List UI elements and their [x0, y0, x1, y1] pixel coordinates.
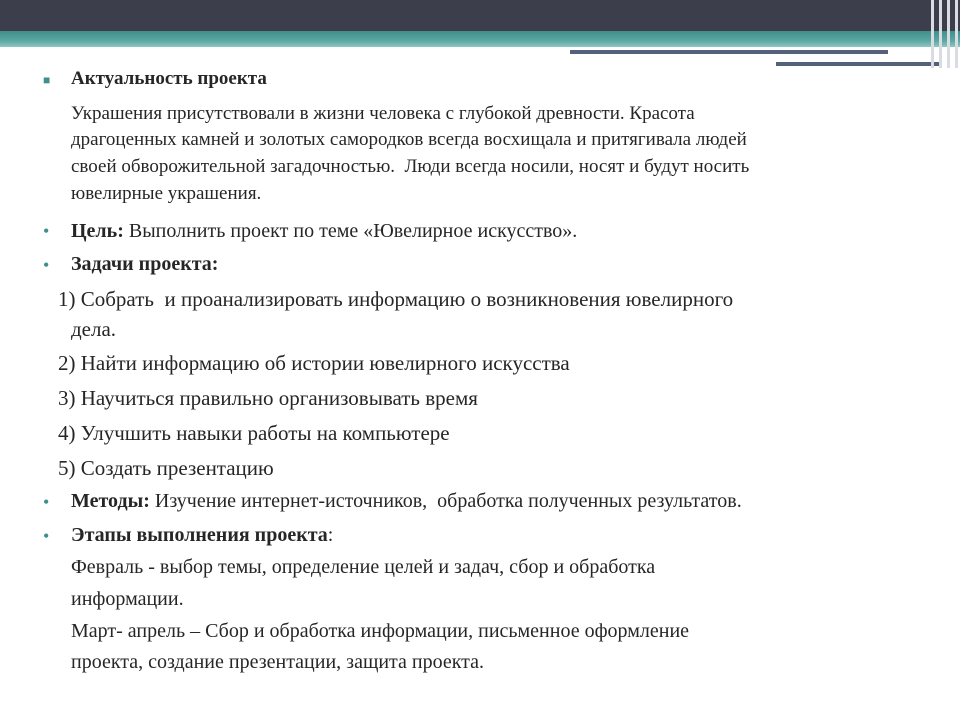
goal-text: Выполнить проект по теме «Ювелирное искусство».: [123, 220, 578, 242]
task-item: 5) Создать презентацию: [58, 456, 274, 480]
task-item: 4) Улучшить навыки работы на компьютере: [58, 421, 450, 445]
methods-text: Изучение интернет-источников, обработка полученных результатов.: [149, 490, 742, 512]
relevance-title: Актуальность проекта: [71, 68, 267, 89]
relevance-line: Украшения присутствовали в жизни человека с глубокой древности. Красота: [71, 103, 695, 124]
stage-line: проекта, создание презентации, защита проекта.: [71, 651, 485, 673]
stage-line: Март- апрель – Сбор и обработка информации, письменное оформление: [71, 620, 690, 642]
bullet-icon: •: [43, 526, 50, 546]
stages-label: Этапы выполнения проекта: [71, 524, 328, 546]
methods-label: Методы:: [71, 490, 150, 512]
goal-item: [71, 217, 577, 245]
stage-line: Февраль - выбор темы, определение целей и задач, сбор и обработка: [71, 556, 656, 578]
bullet-icon: •: [43, 492, 50, 512]
stage-line: информации.: [71, 588, 184, 610]
goal-label: Цель:: [71, 220, 124, 242]
methods-item: [71, 487, 742, 515]
task-item: дела.: [71, 317, 117, 341]
relevance-line: своей обворожительной загадочностью. Люди всегда носили, носят и будут носить: [71, 156, 750, 177]
task-item: 1) Собрать и проанализировать информацию о возникновения ювелирного: [58, 287, 734, 311]
tasks-title: Задачи проекта:: [71, 253, 219, 275]
relevance-line: ювелирные украшения.: [71, 183, 262, 204]
task-item: 2) Найти информацию об истории ювелирного искусства: [58, 351, 570, 375]
relevance-line: драгоценных камней и золотых самородков всегда восхищала и притягивала людей: [71, 129, 747, 150]
bullet-icon: •: [43, 255, 50, 275]
stages-suffix: :: [327, 524, 334, 546]
bullet-icon: •: [43, 221, 50, 241]
stages-title: [71, 521, 333, 549]
task-item: 3) Научиться правильно организовывать время: [58, 386, 478, 410]
square-bullet-icon: ■: [43, 73, 51, 87]
